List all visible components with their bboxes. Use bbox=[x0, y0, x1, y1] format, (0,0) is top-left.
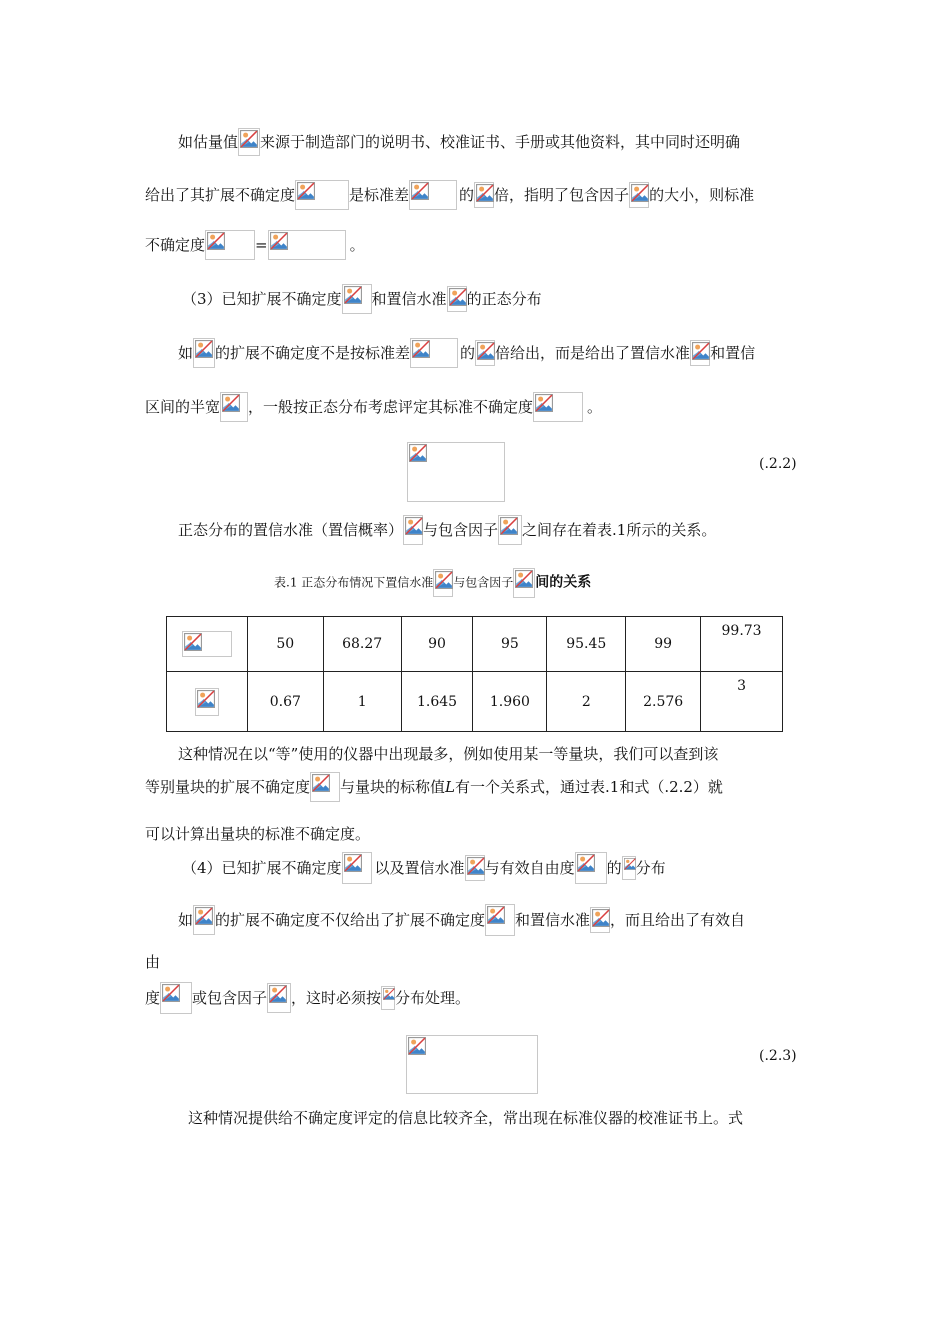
row-header-cell bbox=[167, 672, 248, 732]
table-cell: 3 bbox=[701, 672, 783, 732]
table-row bbox=[167, 617, 783, 672]
broken-image-icon bbox=[310, 772, 340, 802]
section-heading-3-full: （3）已知扩展不确定度 和置信水准 的正态分布 bbox=[182, 284, 542, 314]
broken-image-icon bbox=[629, 182, 649, 208]
table-cell: 1.645 bbox=[401, 672, 473, 732]
confidence-coverage-table bbox=[166, 616, 783, 732]
p3: 正态分布的置信水准（置信概率） 与包含因子 之间存在着表.1所示的关系。 bbox=[178, 515, 716, 545]
table-cell: 1 bbox=[323, 672, 401, 732]
broken-image-icon bbox=[622, 856, 636, 880]
p4-line1: 这种情况在以“等”使用的仪器中出现最多，例如使用某一等量块，我们可以查到该 bbox=[178, 745, 719, 763]
p5-line1: 如 的扩展不确定度不仅给出了扩展不确定度 和置信水准 ，而且给出了有效自 bbox=[178, 904, 745, 936]
p5-line3: 度 或包含因子 ，这时必须按 分布处理。 bbox=[145, 982, 470, 1014]
broken-image-icon bbox=[513, 568, 535, 598]
broken-image-icon bbox=[474, 182, 494, 208]
section-heading-4: （4）已知扩展不确定度 以及置信水准 与有效自由度 的 分布 bbox=[182, 852, 666, 884]
broken-image-icon bbox=[533, 392, 583, 422]
table-cell: 95 bbox=[473, 617, 547, 672]
broken-image-icon bbox=[381, 986, 395, 1010]
broken-image-icon bbox=[465, 855, 485, 881]
table-cell: 2 bbox=[547, 672, 626, 732]
broken-image-icon bbox=[295, 180, 349, 210]
p2-line1: 如 的扩展不确定度不是按标准差 的 倍给出，而是给出了置信水准 和置信 bbox=[178, 338, 755, 368]
broken-image-icon bbox=[403, 515, 423, 545]
broken-image-icon bbox=[160, 982, 192, 1014]
broken-image-icon bbox=[205, 230, 255, 260]
p1-line3: 不确定度 = 。 bbox=[145, 230, 365, 260]
equation-number-2-2: (.2.2) bbox=[759, 456, 797, 472]
table-cell: 1.960 bbox=[473, 672, 547, 732]
broken-image-icon bbox=[575, 852, 607, 884]
broken-image-icon bbox=[195, 688, 219, 716]
broken-image-icon bbox=[409, 180, 457, 210]
broken-image-icon bbox=[238, 128, 260, 156]
equation-image-2-3 bbox=[406, 1035, 538, 1094]
p1-line1: 如估量值 来源于制造部门的说明书、校准证书、手册或其他资料，其中同时还明确 bbox=[178, 128, 740, 156]
broken-image-icon bbox=[485, 904, 515, 936]
equation-number-2-3: (.2.3) bbox=[759, 1048, 797, 1064]
broken-image-icon bbox=[690, 340, 710, 366]
equation-image-2-2 bbox=[407, 442, 505, 502]
p4-line3: 可以计算出量块的标准不确定度。 bbox=[145, 825, 371, 843]
p5-line2: 由 bbox=[145, 953, 161, 971]
broken-image-icon bbox=[193, 338, 215, 368]
table-cell: 0.67 bbox=[247, 672, 323, 732]
p6: 这种情况提供给不确定度评定的信息比较齐全，常出现在标准仪器的校准证书上。式 bbox=[188, 1109, 744, 1127]
broken-image-icon bbox=[182, 631, 232, 657]
broken-image-icon bbox=[268, 230, 346, 260]
table-cell: 95.45 bbox=[547, 617, 626, 672]
p1-line2: 给出了其扩展不确定度 是标准差 的 倍，指明了包含因子 的大小，则标准 bbox=[145, 180, 754, 210]
table-cell: 50 bbox=[247, 617, 323, 672]
table-cell: 99 bbox=[626, 617, 701, 672]
broken-image-icon bbox=[433, 569, 453, 597]
row-header-cell bbox=[167, 617, 248, 672]
table-caption: 表.1 正态分布情况下置信水准 与包含因子 间的关系 bbox=[274, 568, 591, 598]
table-row bbox=[167, 672, 783, 732]
broken-image-icon bbox=[342, 852, 372, 884]
broken-image-icon bbox=[267, 983, 291, 1013]
table-cell: 68.27 bbox=[323, 617, 401, 672]
broken-image-icon bbox=[220, 392, 248, 422]
broken-image-icon bbox=[590, 907, 610, 933]
table-cell: 90 bbox=[401, 617, 473, 672]
p2-line2: 区间的半宽 ，一般按正态分布考虑评定其标准不确定度 。 bbox=[145, 392, 602, 422]
broken-image-icon bbox=[447, 286, 467, 312]
broken-image-icon bbox=[498, 515, 522, 545]
broken-image-icon bbox=[193, 905, 215, 935]
broken-image-icon bbox=[475, 340, 495, 366]
broken-image-icon bbox=[410, 338, 458, 368]
p4-line2: 等别量块的扩展不确定度 与量块的标称值L有一个关系式，通过表.1和式（.2.2）就 bbox=[145, 772, 723, 802]
broken-image-icon bbox=[342, 284, 372, 314]
table-cell: 99.73 bbox=[701, 617, 783, 672]
table-cell: 2.576 bbox=[626, 672, 701, 732]
